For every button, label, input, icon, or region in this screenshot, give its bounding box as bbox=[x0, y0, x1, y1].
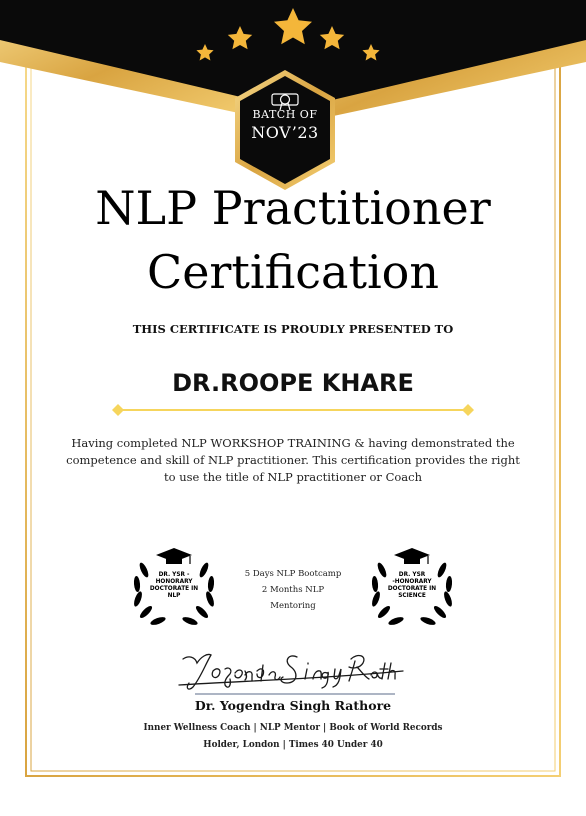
presented-to-text: THIS CERTIFICATE IS PROUDLY PRESENTED TO bbox=[132, 322, 454, 336]
recipient-name: DR.ROOPE KHARE bbox=[172, 369, 414, 397]
laurel-text-line: SCIENCE bbox=[398, 593, 426, 599]
laurel-award-science bbox=[362, 542, 462, 632]
program-line-2: 2 Months NLP bbox=[261, 585, 325, 595]
laurel-text-line: -HONORARY bbox=[392, 579, 432, 585]
program-line-3: Mentoring bbox=[270, 601, 316, 611]
laurel-text-line: DR. YSR bbox=[398, 572, 426, 578]
divider-diamond-left bbox=[112, 404, 124, 416]
title-line-1: NLP Practitioner bbox=[95, 181, 491, 235]
signatory-role bbox=[0, 720, 586, 754]
signatory-role-line-2: Holder, London | Times 40 Under 40 bbox=[203, 740, 383, 750]
laurel-text bbox=[385, 572, 439, 600]
laurel-text-line: HONORARY bbox=[155, 579, 193, 585]
program-line-1: 5 Days NLP Bootcamp bbox=[244, 569, 342, 579]
signatory-name: Dr. Yogendra Singh Rathore bbox=[194, 698, 392, 713]
laurel-text-line: DOCTORATE IN bbox=[149, 586, 199, 592]
laurel-text-line: DOCTORATE IN bbox=[387, 586, 437, 592]
laurel-text-line: NLP bbox=[167, 593, 181, 599]
title-line-2: Certification bbox=[147, 245, 439, 299]
signatory-role-line-1: Inner Wellness Coach | NLP Mentor | Book of World Records bbox=[143, 723, 443, 733]
laurel-award-nlp bbox=[124, 542, 224, 632]
laurel-text bbox=[147, 572, 201, 600]
badge-line-2: NOV’23 bbox=[251, 123, 319, 142]
laurel-text-line: DR. YSR - bbox=[158, 572, 190, 578]
program-details bbox=[228, 566, 358, 614]
handwritten-signature bbox=[175, 645, 405, 695]
badge-line-1: BATCH OF bbox=[252, 108, 318, 121]
batch-badge bbox=[229, 108, 341, 142]
divider-diamond-right bbox=[462, 404, 474, 416]
certificate-title bbox=[0, 180, 586, 300]
certificate-description: Having completed NLP WORKSHOP TRAINING & having demonstrated the competence and skill of NLP practitioner. This certification provides the right to use the title of NLP practitioner or Coach bbox=[66, 436, 520, 484]
